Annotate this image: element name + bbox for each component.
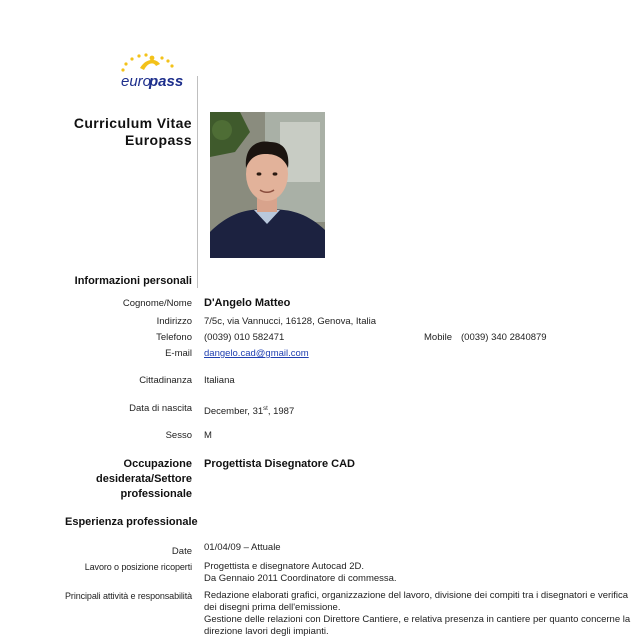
activities-value: Redazione elaborati grafici, organizzazione del lavoro, divisione dei compiti tra i disegnatori e verifica dei disegni prima dell'emissione. Gestione delle relazioni con Direttore Cantiere, e relativa presenza in cantiere per quanto concerne la direzione lavori degli impianti. bbox=[204, 590, 631, 637]
date-label: Date bbox=[171, 546, 192, 557]
europass-logo bbox=[112, 52, 188, 92]
header-divider bbox=[197, 76, 198, 288]
cv-title-line1: Curriculum Vitae bbox=[73, 115, 192, 131]
section-experience: Esperienza professionale bbox=[65, 516, 198, 528]
address-value: 7/5c, via Vannucci, 16128, Genova, Italia bbox=[204, 316, 376, 327]
svg-text:pass: pass bbox=[149, 73, 184, 90]
mobile-value: (0039) 340 2840879 bbox=[461, 332, 547, 343]
role-label: Lavoro o posizione ricoperti bbox=[84, 562, 192, 572]
email-label: E-mail bbox=[165, 348, 192, 359]
section-personal-info: Informazioni personali bbox=[74, 275, 192, 287]
cv-title-line2: Europass bbox=[125, 132, 192, 148]
email-value[interactable] bbox=[204, 348, 309, 360]
surname-value: D'Angelo Matteo bbox=[204, 297, 291, 309]
cv-title bbox=[40, 115, 192, 149]
birth-value: December, 31st, 1987 bbox=[204, 406, 295, 418]
europass-stars-icon bbox=[112, 52, 188, 92]
email-link[interactable]: dangelo.cad@gmail.com bbox=[204, 348, 309, 359]
date-value: 01/04/09 – Attuale bbox=[204, 542, 281, 553]
occupation-label: Occupazione desiderata/Settore professionale bbox=[96, 458, 192, 500]
address-label: Indirizzo bbox=[156, 316, 192, 327]
phone-value: (0039) 010 582471 bbox=[204, 332, 285, 343]
mobile-label: Mobile bbox=[424, 332, 452, 343]
person-photo-icon bbox=[210, 112, 325, 258]
role-value: Progettista e disegnatore Autocad 2D. Da Gennaio 2011 Coordinatore di commessa. bbox=[204, 561, 397, 584]
profile-photo bbox=[210, 112, 325, 258]
svg-text:euro: euro bbox=[121, 73, 152, 90]
activities-label: Principali attività e responsabilità bbox=[65, 591, 192, 601]
nationality-value: Italiana bbox=[204, 375, 235, 386]
sex-label: Sesso bbox=[165, 430, 192, 441]
phone-label: Telefono bbox=[156, 332, 192, 343]
sex-value: M bbox=[204, 430, 212, 441]
nationality-label: Cittadinanza bbox=[139, 375, 192, 386]
surname-label: Cognome/Nome bbox=[122, 298, 192, 309]
occupation-value: Progettista Disegnatore CAD bbox=[204, 458, 355, 470]
birth-label: Data di nascita bbox=[129, 403, 192, 414]
